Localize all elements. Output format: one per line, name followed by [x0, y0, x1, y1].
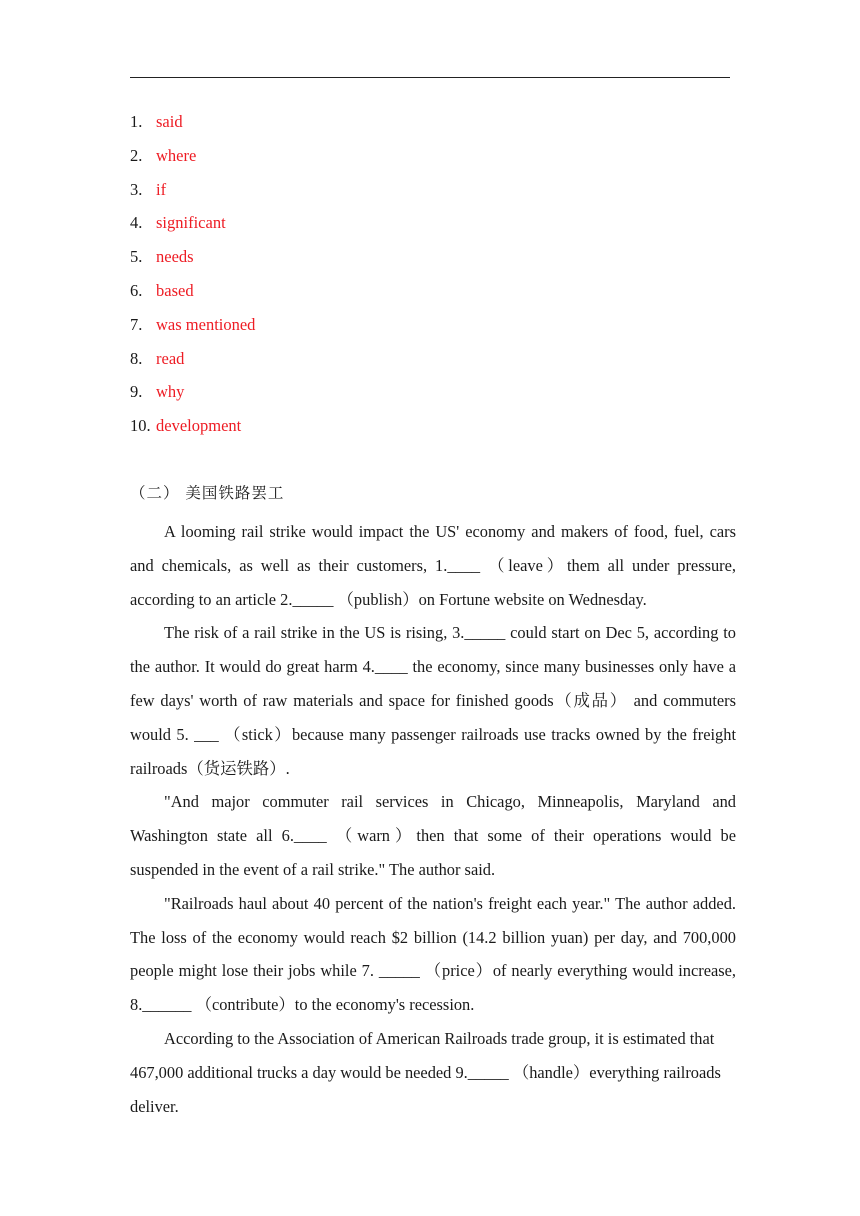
answer-text: based	[156, 280, 194, 300]
list-item	[130, 110, 730, 144]
answer-text: said	[156, 112, 183, 131]
item-number: 3.	[130, 179, 143, 199]
item-number: 9.	[130, 382, 143, 402]
answer-text: if	[156, 179, 167, 199]
list-item	[130, 414, 730, 448]
list-item	[130, 313, 730, 347]
list-item	[130, 245, 730, 279]
answer-text: read	[156, 348, 185, 368]
paragraph: The risk of a rail strike in the US is rising, 3._____ could start on Dec 5, according to the author. It would do great harm 4.____ the economy, since many businesses only have a few days' worth of raw materials and space for finished goods（成品） and commuters would 5. ___ （stick）because many passenger railroads use tracks owned by the freight railroads（货运铁路）.	[130, 623, 736, 778]
paragraph: "Railroads haul about 40 percent of the nation's freight each year." The author added. The loss of the economy would reach $2 billion (14.2 billion yuan) per day, and 700,000 people might lose their jobs while 7. _____ （price）of nearly everything would increase, 8.______ （contribute）to the economy's recession.	[130, 893, 736, 1015]
answer-key-list	[130, 110, 730, 448]
item-number: 4.	[130, 213, 143, 233]
list-item	[130, 178, 730, 212]
answer-text: significant	[156, 213, 226, 233]
item-number: 2.	[130, 145, 143, 165]
answer-text: was mentioned	[156, 314, 256, 334]
item-number: 5.	[130, 247, 143, 267]
section-title: （二） 美国铁路罢工	[130, 484, 285, 502]
list-item	[130, 211, 730, 245]
answer-text: needs	[156, 247, 194, 267]
paragraph: According to the Association of American Railroads trade group, it is estimated that 467,000 additional trucks a day would be needed 9._____ （handle）everything railroads deliver.	[130, 1028, 721, 1116]
paragraph: A looming rail strike would impact the US' economy and makers of food, fuel, cars and chemicals, as well as their customers, 1.____ （leave）them all under pressure, according to an article 2._____ （publish）on Fortune website on Wednesday.	[130, 522, 736, 609]
list-item	[130, 347, 730, 381]
item-number: 6.	[130, 280, 143, 300]
item-number: 7.	[130, 314, 143, 334]
header-rule	[130, 77, 730, 78]
list-item	[130, 380, 730, 414]
item-number: 10.	[130, 416, 151, 436]
item-number: 8.	[130, 348, 143, 368]
answer-text: why	[156, 382, 185, 402]
paragraph: "And major commuter rail services in Chicago, Minneapolis, Maryland and Washington state all 6.____ （warn）then that some of their operations would be suspended in the event of a rail strike." The author said.	[130, 792, 736, 879]
item-number: 1.	[130, 112, 143, 131]
list-item	[130, 144, 730, 178]
answer-text: where	[156, 145, 197, 165]
list-item	[130, 279, 730, 313]
answer-text: development	[156, 416, 242, 436]
passage	[130, 515, 736, 1123]
